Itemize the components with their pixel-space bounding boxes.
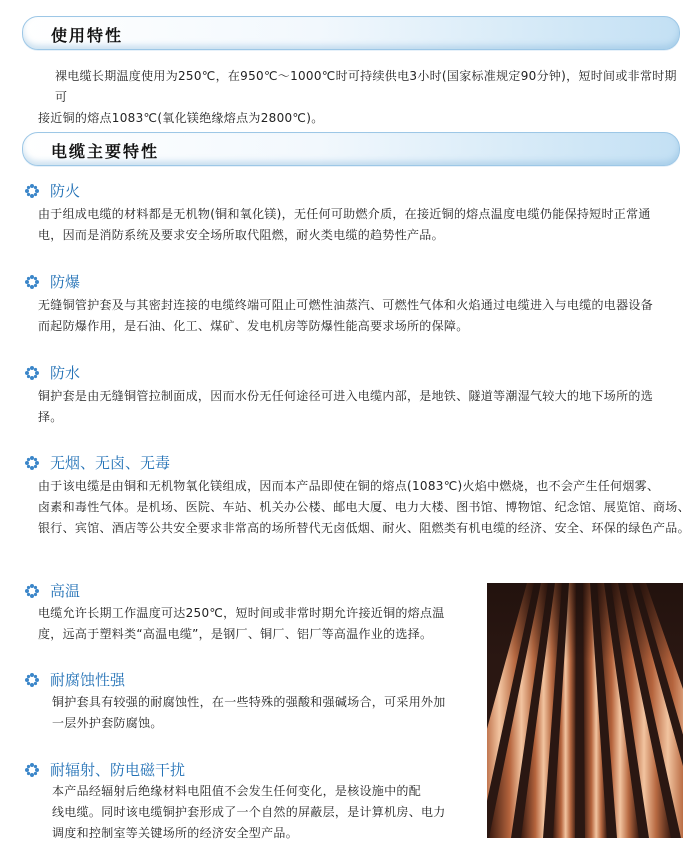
feature-heading-radiation xyxy=(24,759,185,780)
feature-line: 卤素和毒性气体。是机场、医院、车站、机关办公楼、邮电大厦、电力大楼、图书馆、博物馆、纪念馆、展览馆、商场、 xyxy=(38,500,690,514)
gear-flower-icon xyxy=(24,365,40,381)
feature-line: 一层外护套防腐蚀。 xyxy=(52,716,163,730)
feature-line: 度，远高于塑料类“高温电缆”，是钢厂、铜厂、铝厂等高温作业的选择。 xyxy=(38,627,433,641)
feature-paragraph-smokeless xyxy=(38,476,693,539)
feature-heading-smokeless xyxy=(24,452,170,473)
feature-heading-text: 耐腐蚀性强 xyxy=(50,671,126,689)
feature-heading-text: 高温 xyxy=(50,582,81,600)
copper-rods-image xyxy=(487,583,683,838)
feature-paragraph-explosion xyxy=(38,295,688,337)
feature-paragraph-high-temp xyxy=(38,603,478,645)
feature-paragraph-radiation xyxy=(52,781,482,844)
feature-heading-text: 耐辐射、防电磁干扰 xyxy=(50,761,186,779)
feature-paragraph-water xyxy=(38,386,688,428)
section-banner-features xyxy=(22,132,680,166)
feature-heading-text: 防水 xyxy=(50,364,81,382)
gear-flower-icon xyxy=(24,762,40,778)
feature-heading-explosion xyxy=(24,271,80,292)
section-banner-usage xyxy=(22,16,680,50)
gear-flower-icon xyxy=(24,183,40,199)
feature-paragraph-fire xyxy=(38,204,688,246)
feature-line: 电，因而是消防系统及要求安全场所取代阻燃，耐火类电缆的趋势性产品。 xyxy=(38,228,444,242)
feature-line: 无缝铜管护套及与其密封连接的电缆终端可阻止可燃性油蒸汽、可燃性气体和火焰通过电缆进入与电缆的电器设备 xyxy=(38,298,654,312)
usage-paragraph xyxy=(38,66,688,129)
feature-line: 铜护套是由无缝铜管拉制面成，因而水份无任何途径可进入电缆内部，是地铁、隧道等潮湿气较大的地下场所的选 xyxy=(38,389,654,403)
feature-line: 由于组成电缆的材料都是无机物(铜和氧化镁)，无任何可助燃介质，在接近铜的熔点温度电缆仍能保持短时正常通 xyxy=(38,207,651,221)
feature-paragraph-corrosion xyxy=(52,692,482,734)
feature-heading-corrosion xyxy=(24,669,125,690)
feature-heading-fire xyxy=(24,180,80,201)
gear-flower-icon xyxy=(24,672,40,688)
usage-line-2: 接近铜的熔点1083℃(氧化镁绝缘熔点为2800℃)。 xyxy=(38,111,324,125)
feature-heading-text: 无烟、无卤、无毒 xyxy=(50,454,171,472)
feature-line: 银行、宾馆、酒店等公共安全要求非常高的场所替代无卤低烟、耐火、阻燃类有机电缆的经济、安全、环保的绿色产品。 xyxy=(38,521,690,535)
gear-flower-icon xyxy=(24,274,40,290)
usage-line-1: 裸电缆长期温度使用为250℃，在950℃～1000℃时可持续供电3小时(国家标准规定90分钟)，短时间或非常时期可 xyxy=(55,69,677,104)
gear-flower-icon xyxy=(24,583,40,599)
section-title-features: 电缆主要特性 xyxy=(51,142,160,161)
gear-flower-icon xyxy=(24,455,40,471)
feature-heading-text: 防爆 xyxy=(50,273,81,291)
feature-heading-high-temp xyxy=(24,580,80,601)
feature-line: 而起防爆作用，是石油、化工、煤矿、发电机房等防爆性能高要求场所的保障。 xyxy=(38,319,469,333)
feature-heading-text: 防火 xyxy=(50,182,81,200)
feature-line: 铜护套具有较强的耐腐蚀性，在一些特殊的强酸和强碱场合，可采用外加 xyxy=(52,695,446,709)
feature-line: 本产品经辐射后绝缘材料电阻值不会发生任何变化，是核设施中的配 xyxy=(52,784,422,798)
feature-line: 择。 xyxy=(38,410,63,424)
copper-rods-photo xyxy=(487,583,683,838)
feature-line: 由于该电缆是由铜和无机物氧化镁组成，因而本产品即使在铜的熔点(1083℃)火焰中燃烧，也不会产生任何烟雾、 xyxy=(38,479,660,493)
section-title-usage: 使用特性 xyxy=(51,26,124,45)
feature-line: 电缆允许长期工作温度可达250℃，短时间或非常时期允许接近铜的熔点温 xyxy=(38,606,445,620)
feature-line: 调度和控制室等关键场所的经济安全型产品。 xyxy=(52,826,299,840)
feature-heading-water xyxy=(24,362,80,383)
feature-line: 线电缆。同时该电缆铜护套形成了一个自然的屏蔽层，是计算机房、电力 xyxy=(52,805,446,819)
